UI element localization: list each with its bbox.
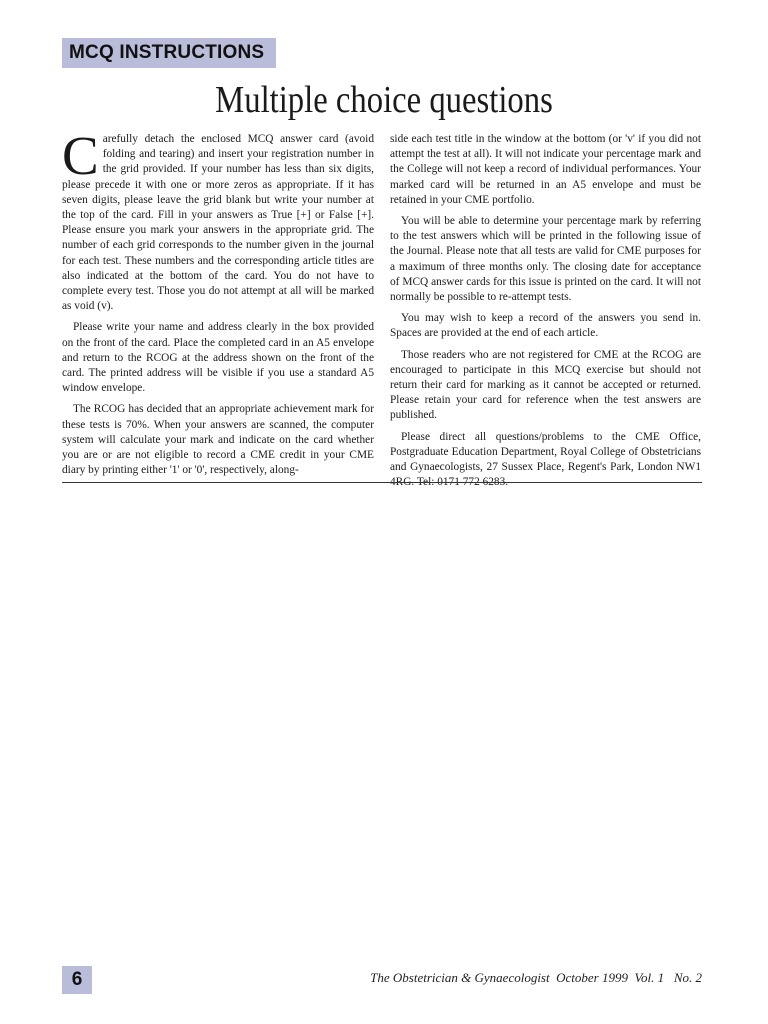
section-tag: [62, 38, 276, 68]
paragraph: Those readers who are not registered for CME at the RCOG are encouraged to participate in this MCQ exercise but should not return their card for marking as it cannot be accepted or returned. Please retain your card for reference when the test answers are published.: [390, 348, 701, 422]
page-number: 6: [71, 969, 83, 990]
paragraph: [62, 125, 374, 314]
footer-citation: The Obstetrician & Gynaecologist October 1999 Vol. 1 No. 2: [370, 970, 702, 985]
divider-rule: [62, 482, 702, 483]
drop-cap: C: [62, 125, 99, 186]
page-number-badge: [62, 966, 92, 994]
left-column: [62, 125, 374, 484]
paragraph: The RCOG has decided that an appropriate achievement mark for these tests is 70%. When your answers are scanned, the computer system will calculate your mark and indicate on the card whether you are or are not eligible to record a CME credit in your CME diary by printing either '1' or '0', respectively, along-: [62, 403, 374, 477]
paragraph-text: arefully detach the enclosed MCQ answer card (avoid folding and tearing) and insert your registration number in the grid provided. If your number has less than six digits, please precede it with one or more zeros as appropriate. If it has seven digits, please leave the grid blank but write your number at the top of the card. Fill in your answers as True [+] or False [+]. Please ensure you mark your answers in the appropriate grid. The number of each grid corresponds to the number given in the journal for each test. These numbers and the corresponding article titles are also indicated at the bottom of the card. You do not have to complete every test. Those you do not attempt at all will be marked as void (v).: [62, 133, 374, 313]
right-column: [390, 132, 701, 496]
paragraph: You will be able to determine your percentage mark by referring to the test answers which will be printed in the following issue of the Journal. Please note that all tests are valid for CME purposes for a maximum of three months only. The closing date for acceptance of MCQ answer cards for this issue is printed on the card. It will not normally be possible to re-attempt tests.: [390, 215, 701, 304]
paragraph: Please write your name and address clearly in the box provided on the front of the card. Place the completed card in an A5 envelope and return to the RCOG at the address shown on the front of the card. The printed address will be visible if you use a standard A5 window envelope.: [62, 321, 374, 395]
page-title: Multiple choice questions: [215, 79, 553, 121]
section-tag-label: MCQ INSTRUCTIONS: [69, 42, 265, 63]
paragraph: Please direct all questions/problems to the CME Office, Postgraduate Education Department, Royal College of Obstetricians and Gynaecologists, 27 Sussex Place, Regent's Park, London NW1 4RG. Tel: 0171 772 6283.: [390, 430, 701, 489]
paragraph: side each test title in the window at the bottom (or 'v' if you did not attempt the test at all). It will not indicate your percentage mark and the College will not keep a record of individual performances. Your marked card will be returned in an A5 envelope and must be retained in your CME portfolio.: [390, 133, 701, 206]
paragraph: You may wish to keep a record of the answers you send in. Spaces are provided at the end of each article.: [390, 312, 701, 340]
